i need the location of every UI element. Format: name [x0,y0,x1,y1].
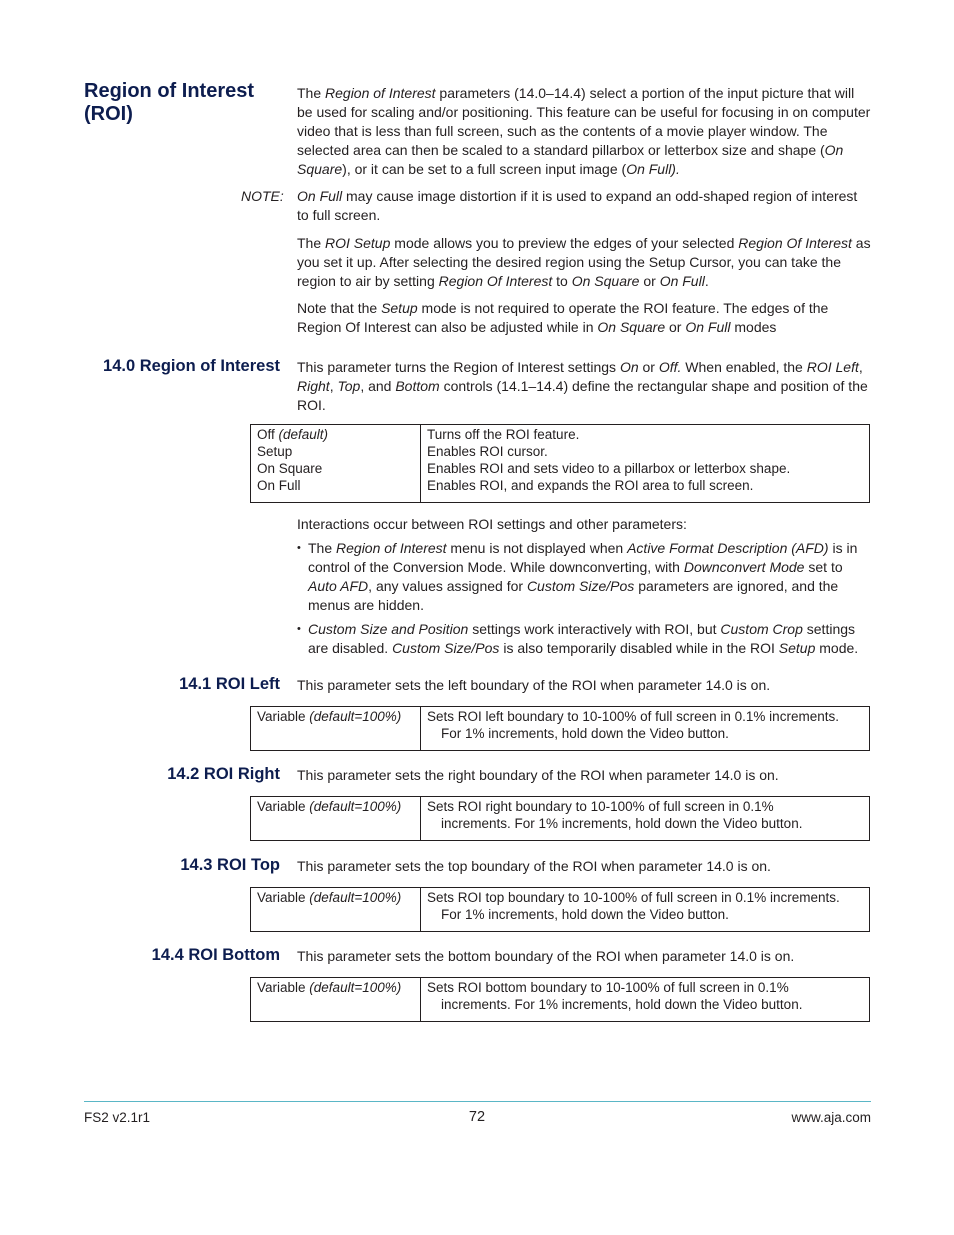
interactions-intro: Interactions occur between ROI settings and other parameters: [297,516,687,532]
param-variable-cell [251,888,421,932]
default-value: (default=100%) [309,709,402,724]
param-14-0-desc-text: This parameter turns the Region of Interest settings On or Off. When enabled, the ROI Left, Right, Top, and Bottom controls (14.1–14.4) define the rectangular shape and position of the ROI. [297,359,868,413]
options-desc-cell [421,425,870,503]
options-name-cell [251,425,421,503]
default-value: (default=100%) [309,890,402,905]
section-title: Region of Interest (ROI) [84,80,255,125]
default-value: (default=100%) [309,799,402,814]
param-14-0-description [297,358,872,415]
table-row [251,978,870,1022]
setup-paragraph [297,234,872,291]
note-label: NOTE: [241,188,284,204]
interactions-list [297,539,872,658]
param-14-4-description: This parameter sets the bottom boundary of the ROI when parameter 14.0 is on. [297,948,795,964]
option-setup: Setup [257,444,293,459]
table-row [251,707,870,751]
param-desc-cell [421,707,870,751]
option-on-square: On Square [257,461,323,476]
footer-doc-version: FS2 v2.1r1 [84,1110,151,1125]
desc-line-2: increments. For 1% increments, hold down the Video button. [441,997,803,1012]
param-14-3-table [250,887,870,932]
param-variable-cell [251,797,421,841]
list-item: • The Region of Interest menu is not displayed when Active Format Description (AFD) is in control of the Conversion Mode. While downconverting, with Downconvert Mode set to Auto AFD, any values assigned for Custom Size/Pos parameters are ignored, and the menus are hidden. [297,539,872,615]
desc-line-2: increments. For 1% increments, hold down the Video button. [441,816,803,831]
option-off [257,426,415,443]
note-paragraph [297,187,872,225]
param-desc-cell [421,888,870,932]
variable-label: Variable [257,980,306,995]
param-14-4-table [250,977,870,1022]
param-14-2-description: This parameter sets the right boundary of the ROI when parameter 14.0 is on. [297,767,779,783]
option-on-full-desc: Enables ROI, and expands the ROI area to full screen. [427,478,754,493]
param-14-1-table [250,706,870,751]
interactions-block [297,515,872,663]
param-14-1-heading: 14.1 ROI Left [179,675,280,693]
param-14-2-table [250,796,870,841]
default-value: (default=100%) [309,980,402,995]
setup-text: The ROI Setup mode allows you to preview the edges of your selected Region Of Interest as you set it up. After selecting the desired region using the Setup Cursor, you can take the region to air by setting Region Of Interest to On Square or On Full. [297,235,871,289]
param-desc-cell [421,797,870,841]
option-name: Off [257,427,275,442]
table-row [251,888,870,932]
param-14-0-heading: 14.0 Region of Interest [103,357,280,375]
intro-text: The Region of Interest parameters (14.0–14.4) select a portion of the input picture that will be used for scaling and/or positioning. This feature can be useful for focusing in on computer video that is less than full screen, such as the contents of a movie player window. The selected area can then be scaled to a standard pillarbox or letterbox size and shape (On Square), or it can be set to a full screen input image (On Full). [297,85,871,177]
option-setup-desc: Enables ROI cursor. [427,444,548,459]
variable-label: Variable [257,799,306,814]
param-variable-cell [251,707,421,751]
desc-line-2: For 1% increments, hold down the Video button. [441,726,729,741]
param-14-3-heading: 14.3 ROI Top [180,856,280,874]
param-14-3-description: This parameter sets the top boundary of the ROI when parameter 14.0 is on. [297,858,771,874]
param-variable-cell [251,978,421,1022]
param-14-4-heading: 14.4 ROI Bottom [151,946,280,964]
desc-line-2: For 1% increments, hold down the Video button. [441,907,729,922]
variable-label: Variable [257,709,306,724]
intro-paragraph [297,84,872,179]
adjust-text: Note that the Setup mode is not required to operate the ROI feature. The edges of the Region Of Interest can also be adjusted while in On Square or On Full modes [297,300,829,335]
option-default: (default) [274,427,329,442]
param-14-1-description: This parameter sets the left boundary of the ROI when parameter 14.0 is on. [297,677,771,693]
page-number: 72 [468,1109,486,1125]
desc-line-1: Sets ROI right boundary to 10-100% of full screen in 0.1% [427,799,774,814]
param-14-0-options-table [250,424,870,503]
desc-line-1: Sets ROI top boundary to 10-100% of full screen in 0.1% increments. [427,890,840,905]
variable-label: Variable [257,890,306,905]
footer-rule [84,1101,871,1102]
desc-line-1: Sets ROI bottom boundary to 10-100% of full screen in 0.1% [427,980,789,995]
option-on-square-desc: Enables ROI and sets video to a pillarbox or letterbox shape. [427,461,791,476]
desc-line-1: Sets ROI left boundary to 10-100% of full screen in 0.1% increments. [427,709,839,724]
param-14-2-heading: 14.2 ROI Right [167,765,280,783]
param-desc-cell [421,978,870,1022]
table-row [251,425,870,503]
adjust-paragraph [297,299,872,337]
option-off-desc: Turns off the ROI feature. [427,427,580,442]
table-row [251,797,870,841]
note-text: On Full may cause image distortion if it is used to expand an odd-shaped region of interest to full screen. [297,188,858,223]
option-on-full: On Full [257,478,301,493]
footer-website: www.aja.com [791,1110,871,1125]
list-item: • Custom Size and Position settings work interactively with ROI, but Custom Crop settings are disabled. Custom Size/Pos is also temporarily disabled while in the ROI Setup mode. [297,620,872,658]
